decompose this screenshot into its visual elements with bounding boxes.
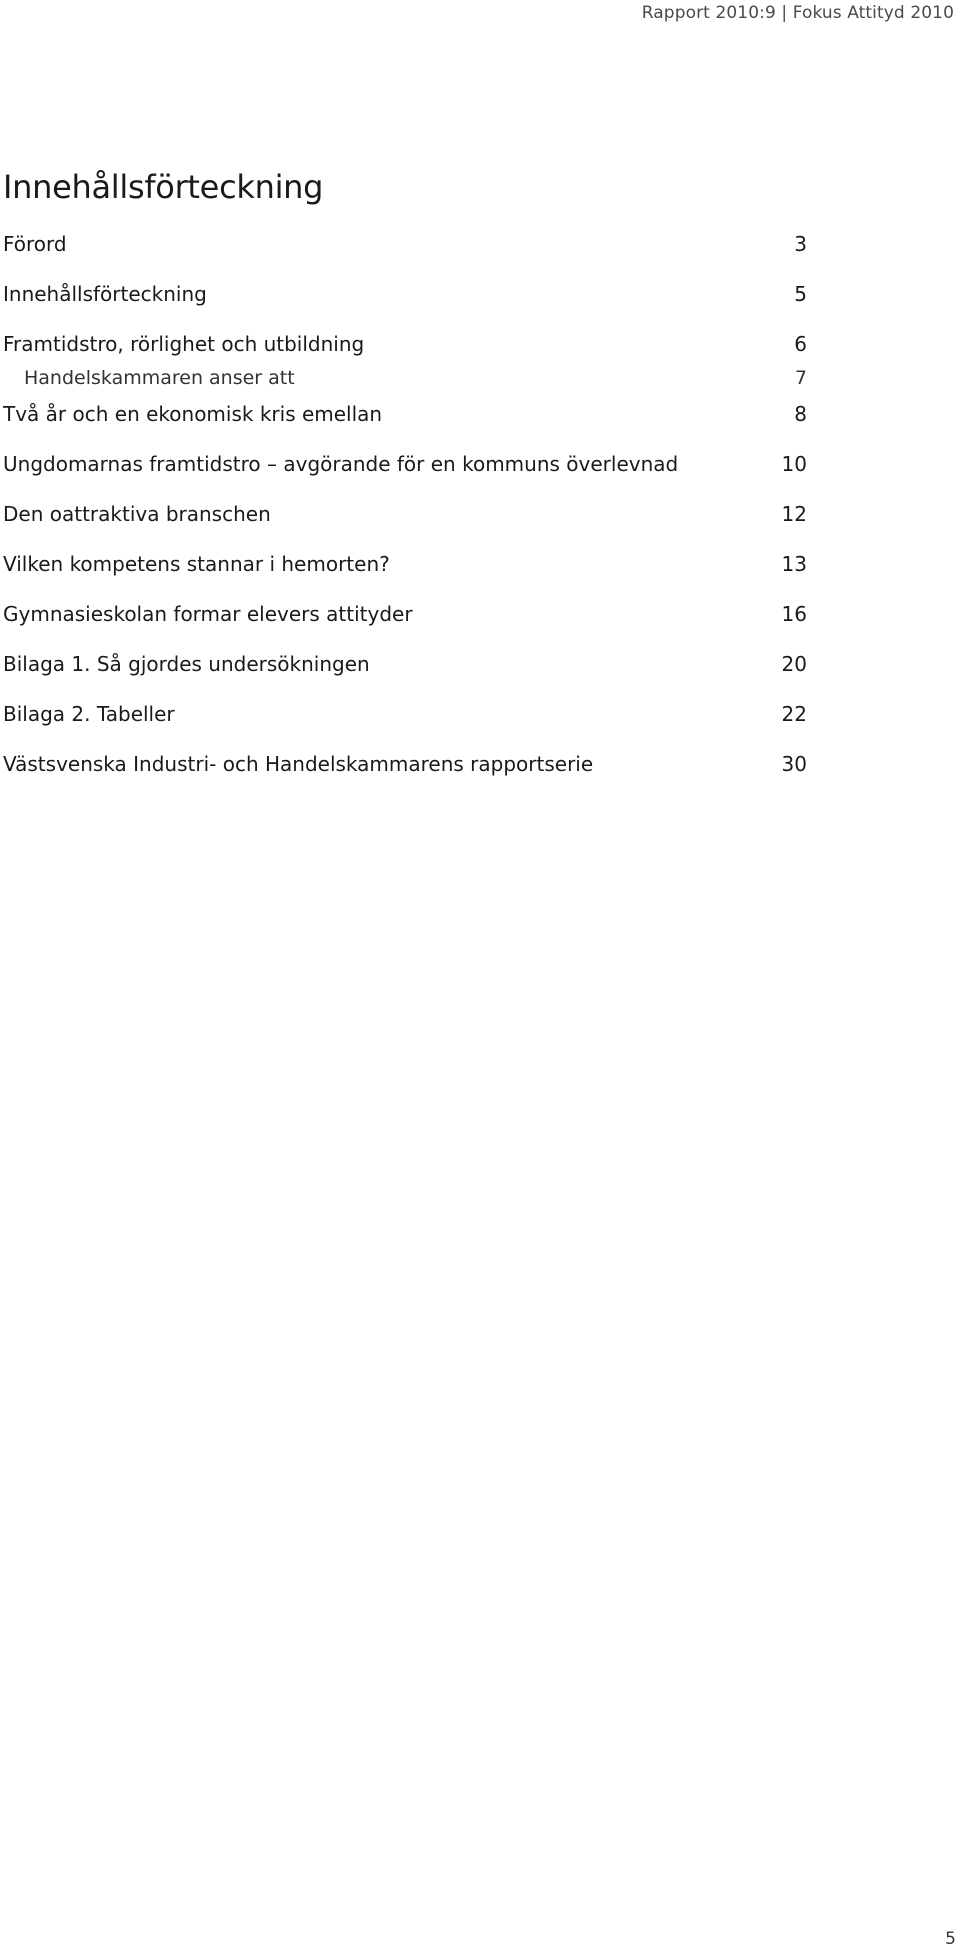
toc-entry-framtidstro[interactable] [3,332,807,367]
toc-entry-forord[interactable] [3,232,807,282]
toc-entry-label: Två år och en ekonomisk kris emellan [3,402,383,426]
toc-entry-page: 8 [794,402,807,426]
toc-entry-page: 20 [781,652,807,676]
page-title: Innehållsförteckning [3,168,324,206]
toc-entry-bilaga-2[interactable] [3,702,807,752]
toc-entry-page: 13 [781,552,807,576]
toc-entry-label: Gymnasieskolan formar elevers attityder [3,602,413,626]
toc-entry-label: Förord [3,232,67,256]
toc-entry-page: 7 [794,367,807,389]
running-header: Rapport 2010:9 | Fokus Attityd 2010 [641,3,954,23]
toc-entry-page: 16 [781,602,807,626]
toc-entry-page: 30 [781,752,807,776]
toc-entry-label: Framtidstro, rörlighet och utbildning [3,332,365,356]
toc-entry-label: Bilaga 2. Tabeller [3,702,175,726]
toc-entry-bilaga-1[interactable] [3,652,807,702]
toc-entry-vilken-kompetens[interactable] [3,552,807,602]
toc-entry-rapportserie[interactable] [3,752,807,802]
table-of-contents [3,232,807,802]
toc-entry-page: 3 [794,232,807,256]
toc-entry-label: Bilaga 1. Så gjordes undersökningen [3,652,370,676]
toc-entry-page: 22 [781,702,807,726]
toc-entry-page: 12 [781,502,807,526]
toc-entry-tva-ar[interactable] [3,402,807,452]
toc-entry-label: Ungdomarnas framtidstro – avgörande för en kommuns överlevnad [3,452,679,476]
toc-entry-label: Vilken kompetens stannar i hemorten? [3,552,390,576]
toc-entry-page: 6 [794,332,807,356]
page-number: 5 [945,1929,956,1949]
toc-entry-gymnasieskolan[interactable] [3,602,807,652]
toc-entry-ungdomarnas-framtidstro[interactable] [3,452,807,502]
toc-entry-page: 5 [794,282,807,306]
toc-entry-page: 10 [781,452,807,476]
toc-entry-label: Den oattraktiva branschen [3,502,271,526]
toc-entry-oattraktiva-branschen[interactable] [3,502,807,552]
toc-subentry-handelskammaren[interactable] [3,367,807,402]
toc-entry-innehallsforteckning[interactable] [3,282,807,332]
toc-entry-label: Handelskammaren anser att [24,367,295,389]
toc-entry-label: Västsvenska Industri- och Handelskammarens rapportserie [3,752,594,776]
toc-entry-label: Innehållsförteckning [3,282,207,306]
